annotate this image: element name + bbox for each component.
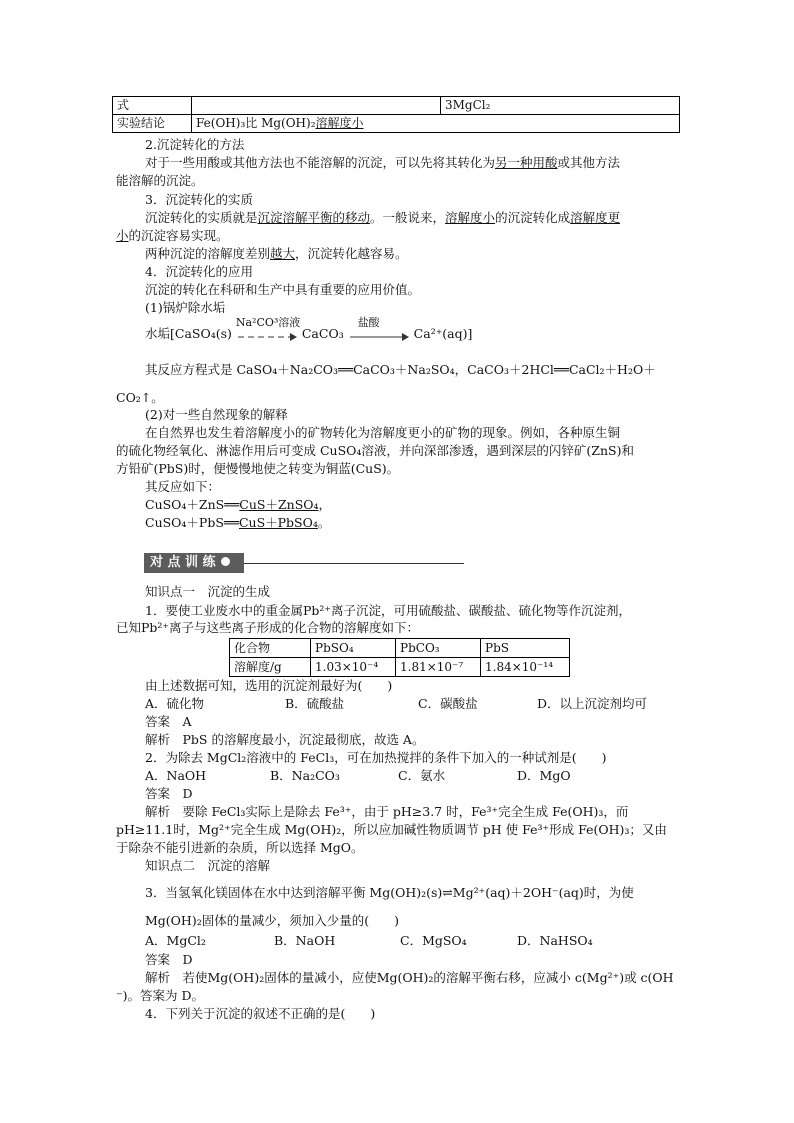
question-text: 已知Pb²⁺离子与这些离子形成的化合物的溶解度如下： (116, 620, 420, 635)
top-table (112, 96, 680, 133)
table-cell: 1.81×10⁻⁷ (396, 658, 481, 677)
dot-icon (221, 557, 230, 566)
table-cell: 3MgCl₂ (441, 97, 680, 115)
paragraph: 其反应如下： (145, 479, 221, 494)
reaction-line: CuSO₄＋ZnS══CuS＋ZnSO₄， (145, 497, 332, 512)
paragraph: 能溶解的沉淀。 (116, 173, 204, 188)
option: A．NaOH (145, 768, 207, 783)
table-header: PbS (481, 639, 570, 658)
explanation: 解析 要除 FeCl₃实际上是除去 Fe³⁺，由于 pH≥3.7 时，Fe³⁺完全生成 Fe(OH)₃，而 (145, 804, 629, 819)
question-text: Mg(OH)₂固体的量减少，须加入少量的( ) (145, 913, 399, 928)
section-heading: 3．沉淀转化的实质 (145, 192, 253, 207)
reaction-arrow: Na²CO³溶液 (236, 328, 298, 342)
section-banner: 对 点 训 练 (144, 553, 244, 573)
equation-line: 其反应方程式是 CaSO₄＋Na₂CO₃══CaCO₃＋Na₂SO₄，CaCO₃＋2HCl══CaCl₂＋H₂O＋ (145, 362, 656, 377)
paragraph: 的硫化物经氧化、淋滤作用后可变成 CuSO₄溶液，并向深部渗透，遇到深层的闪锌矿(ZnS)和 (116, 443, 634, 458)
option: D．NaHSO₄ (517, 933, 593, 948)
paragraph: 在自然界也发生着溶解度小的矿物转化为溶解度更小的矿物的现象。例如，各种原生铜 (145, 425, 621, 440)
solubility-table (229, 638, 570, 677)
scale-removal-scheme: 水垢[CaSO₄(s) Na²CO³溶液 CaCO₃ 盐酸 Ca²⁺(aq)] (145, 315, 473, 341)
answer: 答案 D (145, 952, 193, 967)
table-cell: 溶解度/g (230, 658, 311, 677)
question-text: 4．下列关于沉淀的叙述不正确的是( ) (145, 1006, 376, 1021)
sub-heading: (1)锅炉除水垢 (145, 300, 226, 315)
question-text: 2．为除去 MgCl₂溶液中的 FeCl₃，可在加热搅拌的条件下加入的一种试剂是( ) (145, 750, 607, 765)
kp-title: 知识点二 沉淀的溶解 (145, 858, 271, 873)
option: C．碳酸盐 (418, 696, 478, 711)
explanation: 解析 若使Mg(OH)₂固体的量减小，应使Mg(OH)₂的溶解平衡右移，应减小 c(Mg²⁺)或 c(OH (145, 970, 674, 985)
table-cell: 式 (113, 97, 192, 115)
option: A．MgCl₂ (145, 933, 206, 948)
explanation: ⁻)。答案为 D。 (116, 988, 204, 1003)
explanation: pH≥11.1时，Mg²⁺完全生成 Mg(OH)₂，所以应加碱性物质调节 pH 使 Fe³⁺形成 Fe(OH)₃；又由 (116, 822, 667, 837)
question-text: 3．当氢氧化镁固体在水中达到溶解平衡 Mg(OH)₂(s)⇌Mg²⁺(aq)＋2OH⁻(aq)时，为使 (145, 885, 634, 900)
option: B．Na₂CO₃ (270, 768, 340, 783)
option: B．硫酸盐 (285, 696, 345, 711)
paragraph: 小的沉淀容易实现。 (116, 228, 229, 243)
table-header: 化合物 (230, 639, 311, 658)
table-header: PbCO₃ (396, 639, 481, 658)
table-header: PbSO₄ (311, 639, 396, 658)
question-text: 由上述数据可知，选用的沉淀剂最好为( ) (145, 678, 393, 693)
banner-divider (244, 563, 464, 564)
answer: 答案 D (145, 786, 193, 801)
paragraph: 两种沉淀的溶解度差别越大，沉淀转化越容易。 (145, 246, 408, 261)
option: C．氨水 (398, 768, 446, 783)
section-heading: 2.沉淀转化的方法 (145, 137, 245, 152)
paragraph: 对于一些用酸或其他方法也不能溶解的沉淀，可以先将其转化为另一种用酸或其他方法 (145, 155, 621, 170)
option: A．硫化物 (145, 696, 205, 711)
paragraph: 沉淀转化的实质就是沉淀溶解平衡的移动。一般说来，溶解度小的沉淀转化成溶解度更 (145, 210, 621, 225)
answer: 答案 A (145, 714, 192, 729)
option: D．以上沉淀剂均可 (537, 696, 648, 711)
section-heading: 4．沉淀转化的应用 (145, 264, 253, 279)
equation-line: CO₂↑。 (116, 390, 164, 405)
option: B．NaOH (274, 933, 336, 948)
reaction-arrow: 盐酸 (348, 328, 410, 342)
conclusion-text: Fe(OH)₃比 Mg(OH)₂ (196, 116, 316, 130)
table-cell: 实验结论 (113, 115, 192, 133)
kp-title: 知识点一 沉淀的生成 (145, 584, 271, 599)
conclusion-underlined: 溶解度小 (315, 116, 364, 130)
option: C．MgSO₄ (400, 933, 467, 948)
sub-heading: (2)对一些自然现象的解释 (145, 407, 288, 422)
paragraph: 方铅矿(PbS)时，便慢慢地使之转变为铜蓝(CuS)。 (116, 461, 400, 476)
option: D．MgO (517, 768, 571, 783)
table-cell (192, 97, 441, 115)
reaction-line: CuSO₄＋PbS══CuS＋PbSO₄。 (145, 515, 331, 530)
table-cell: 1.03×10⁻⁴ (311, 658, 396, 677)
explanation: 解析 PbS 的溶解度最小，沉淀最彻底，故选 A。 (145, 732, 425, 747)
question-text: 1．要使工业废水中的重金属Pb²⁺离子沉淀，可用硫酸盐、碳酸盐、硫化物等作沉淀剂， (145, 603, 631, 618)
explanation: 于除杂不能引进新的杂质，所以选择 MgO。 (116, 840, 364, 855)
paragraph: 沉淀的转化在科研和生产中具有重要的应用价值。 (145, 282, 421, 297)
table-cell: 1.84×10⁻¹⁴ (481, 658, 570, 677)
table-cell (192, 115, 680, 133)
